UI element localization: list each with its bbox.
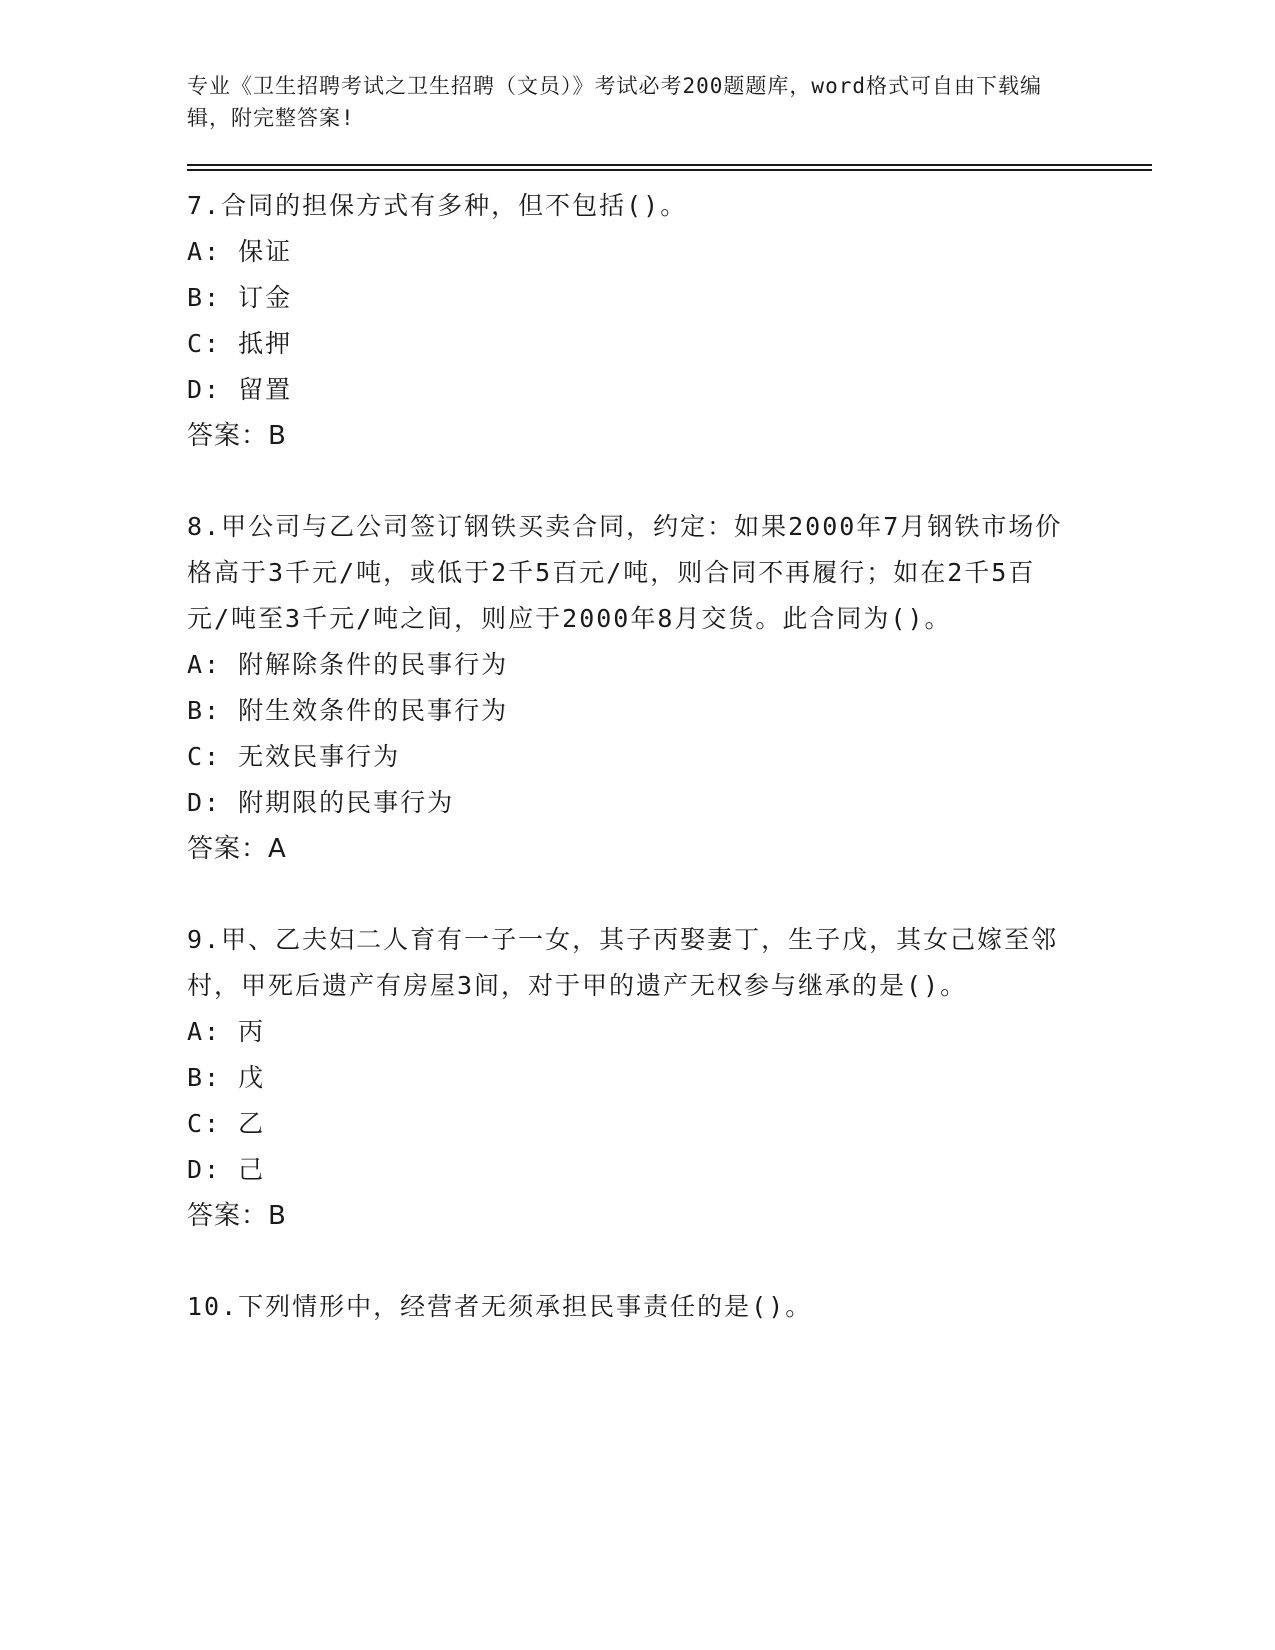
option-b: B: 戊 (187, 1063, 266, 1092)
answer-line: 答案：B (187, 421, 287, 451)
rule-line (187, 169, 1152, 171)
header-double-rule (187, 164, 1152, 171)
answer-line: 答案：B (187, 1201, 287, 1231)
question-stem: 7.合同的担保方式有多种，但不包括()。 (187, 191, 688, 220)
option-a: A: 附解除条件的民事行为 (187, 650, 509, 679)
rule-line (187, 164, 1152, 166)
option-c: C: 乙 (187, 1109, 266, 1138)
question-stem: 8.甲公司与乙公司签订钢铁买卖合同，约定：如果2000年7月钢铁市场价格高于3千元/吨，或低于2千5百元/吨，则合同不再履行；如在2千5百元/吨至3千元/吨之间，则应于2000年8月交货。此合同为()。 (187, 512, 1063, 633)
document-header: 专业《卫生招聘考试之卫生招聘（文员）》考试必考200题题库，word格式可自由下载编辑，附完整答案! (187, 74, 1042, 130)
option-a: A: 丙 (187, 1017, 266, 1046)
option-b: B: 订金 (187, 283, 293, 312)
question-stem: 9.甲、乙夫妇二人育有一子一女，其子丙娶妻丁，生子戊，其女己嫁至邻村，甲死后遗产有房屋3间，对于甲的遗产无权参与继承的是()。 (187, 925, 1059, 1000)
option-c: C: 抵押 (187, 329, 293, 358)
option-a: A: 保证 (187, 237, 293, 266)
question-7 (187, 183, 1152, 459)
option-d: D: 己 (187, 1155, 266, 1184)
document-page (187, 70, 1152, 1375)
question-stem: 10.下列情形中，经营者无须承担民事责任的是()。 (187, 1292, 813, 1321)
option-b: B: 附生效条件的民事行为 (187, 696, 509, 725)
option-c: C: 无效民事行为 (187, 742, 401, 771)
question-list (187, 183, 1152, 1330)
question-8 (187, 504, 1152, 872)
question-10 (187, 1284, 1152, 1330)
option-d: D: 附期限的民事行为 (187, 788, 455, 817)
answer-line: 答案：A (187, 834, 287, 864)
question-9 (187, 917, 1152, 1239)
option-d: D: 留置 (187, 375, 293, 404)
